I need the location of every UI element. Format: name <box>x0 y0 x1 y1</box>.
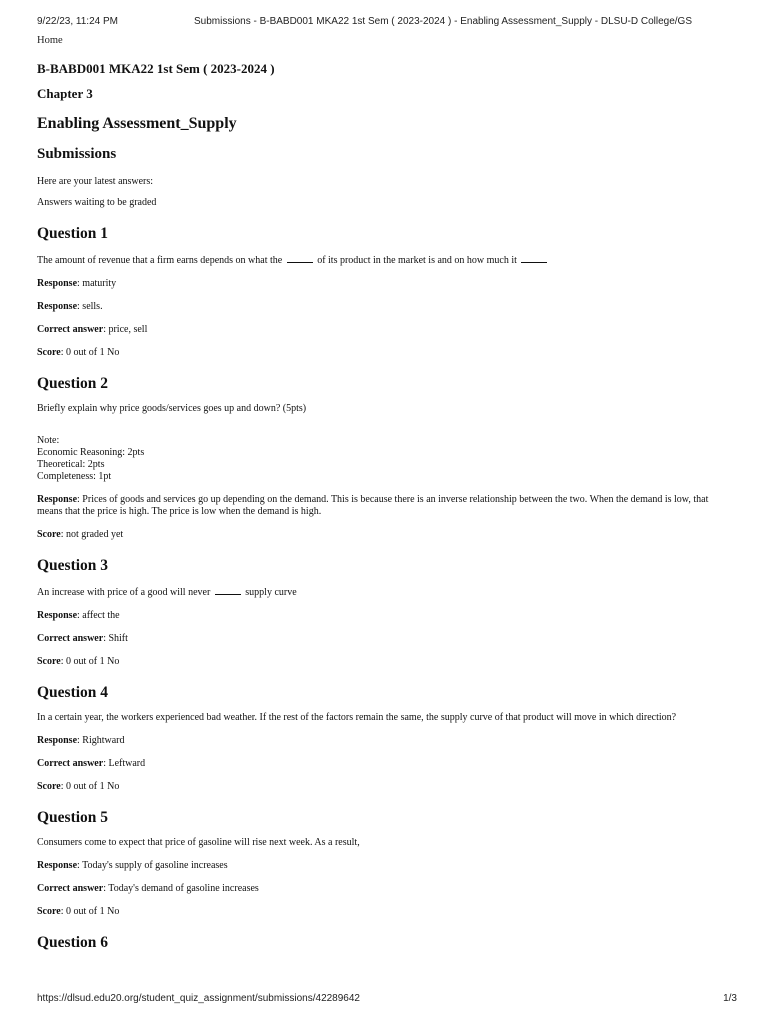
response-line: Response: Rightward <box>37 735 125 746</box>
print-page-title: Submissions - B-BABD001 MKA22 1st Sem ( 2023-2024 ) - Enabling Assessment_Supply - DLSU-D College/GS <box>194 16 693 27</box>
response-value: Prices of goods and services go up depending on the demand. This is because there is an inverse relationship between the two. When the demand is low, that means that the price is high. The price is low when the demand is high. <box>37 494 709 517</box>
blank-line <box>215 585 241 595</box>
assessment-title: Enabling Assessment_Supply <box>37 115 237 132</box>
question-title: Question 4 <box>37 684 109 701</box>
response-value: maturity <box>82 278 117 289</box>
question-block <box>37 808 727 918</box>
correct-answer-line: Correct answer: Leftward <box>37 758 146 769</box>
correct-answer-label: Correct answer <box>37 758 104 769</box>
question-text-part: of its product in the market is and on how much it <box>317 255 517 266</box>
question-block <box>37 556 727 668</box>
correct-answer-value: price, sell <box>108 324 148 335</box>
question-text <box>37 585 727 599</box>
blank-line <box>287 253 313 263</box>
question-text: Consumers come to expect that price of gasoline will rise next week. As a result, <box>37 837 360 848</box>
page-number: 1/3 <box>723 993 737 1004</box>
response-value: affect the <box>82 610 120 621</box>
score-line: Score: 0 out of 1 No <box>37 347 120 358</box>
response-line: Response: Today's supply of gasoline increases <box>37 860 228 871</box>
score-label: Score <box>37 656 61 667</box>
score-label: Score <box>37 906 61 917</box>
response-label: Response <box>37 735 78 746</box>
response-label: Response <box>37 278 78 289</box>
score-value: 0 out of 1 No <box>65 656 120 667</box>
course-title: B-BABD001 MKA22 1st Sem ( 2023-2024 ) <box>37 61 275 76</box>
response-label: Response <box>37 610 78 621</box>
response-label: Response <box>37 494 78 505</box>
intro-waiting-graded: Answers waiting to be graded <box>37 197 157 208</box>
correct-answer-value: Leftward <box>108 758 146 769</box>
main-content <box>37 33 727 952</box>
response-line: Response: Prices of goods and services go up depending on the demand. This is because there is an inverse relationship between the two. When the demand is low, that means that the price is high. The price is low when the demand is high. <box>37 494 709 517</box>
question-title: Question 5 <box>37 809 109 826</box>
response-value: Today's supply of gasoline increases <box>82 860 228 871</box>
question-block <box>37 224 727 359</box>
score-label: Score <box>37 781 61 792</box>
response-value: Rightward <box>82 735 125 746</box>
score-line: Score: 0 out of 1 No <box>37 906 120 917</box>
score-value: not graded yet <box>65 529 124 540</box>
question-text: Briefly explain why price goods/services goes up and down? (5pts) <box>37 403 307 414</box>
question-text-part: An increase with price of a good will never <box>37 587 211 598</box>
blank-line <box>521 253 547 263</box>
question-title: Question 3 <box>37 557 109 574</box>
print-url: https://dlsud.edu20.org/student_quiz_assignment/submissions/42289642 <box>37 993 360 1004</box>
score-label: Score <box>37 347 61 358</box>
response-value: sells. <box>82 301 103 312</box>
response-label: Response <box>37 860 78 871</box>
correct-answer-value: Shift <box>108 633 128 644</box>
correct-answer-label: Correct answer <box>37 633 104 644</box>
response-label: Response <box>37 301 78 312</box>
score-line: Score: 0 out of 1 No <box>37 781 120 792</box>
submissions-heading: Submissions <box>37 146 117 162</box>
chapter-heading: Chapter 3 <box>37 86 93 101</box>
score-label: Score <box>37 529 61 540</box>
print-footer <box>0 993 768 1007</box>
score-value: 0 out of 1 No <box>65 347 120 358</box>
score-value: 0 out of 1 No <box>65 781 120 792</box>
question-text: In a certain year, the workers experienced bad weather. If the rest of the factors remain the same, the supply curve of that product will move in which direction? <box>37 712 677 723</box>
print-date: 9/22/23, 11:24 PM <box>37 16 118 27</box>
grading-note <box>37 435 727 483</box>
question-title: Question 2 <box>37 375 109 392</box>
question-block <box>37 933 727 952</box>
home-link[interactable]: Home <box>37 35 63 46</box>
question-text-part: The amount of revenue that a firm earns depends on what the <box>37 255 283 266</box>
question-text-part: supply curve <box>245 587 297 598</box>
question-title: Question 6 <box>37 934 109 951</box>
question-block <box>37 683 727 793</box>
note-line: Note: <box>37 435 60 446</box>
response-line: Response: sells. <box>37 301 103 312</box>
correct-answer-label: Correct answer <box>37 324 104 335</box>
score-line: Score: not graded yet <box>37 529 124 540</box>
correct-answer-value: Today's demand of gasoline increases <box>108 883 259 894</box>
correct-answer-line: Correct answer: Today's demand of gasoline increases <box>37 883 259 894</box>
note-line: Economic Reasoning: 2pts <box>37 447 145 458</box>
score-value: 0 out of 1 No <box>65 906 120 917</box>
correct-answer-line: Correct answer: price, sell <box>37 324 148 335</box>
question-block <box>37 374 727 541</box>
correct-answer-line: Correct answer: Shift <box>37 633 128 644</box>
print-header <box>0 16 768 30</box>
intro-latest-answers: Here are your latest answers: <box>37 176 154 187</box>
question-text <box>37 253 727 267</box>
note-line: Theoretical: 2pts <box>37 459 105 470</box>
correct-answer-label: Correct answer <box>37 883 104 894</box>
note-line: Completeness: 1pt <box>37 471 112 482</box>
response-line: Response: maturity <box>37 278 117 289</box>
score-line: Score: 0 out of 1 No <box>37 656 120 667</box>
question-title: Question 1 <box>37 225 109 242</box>
response-line: Response: affect the <box>37 610 120 621</box>
